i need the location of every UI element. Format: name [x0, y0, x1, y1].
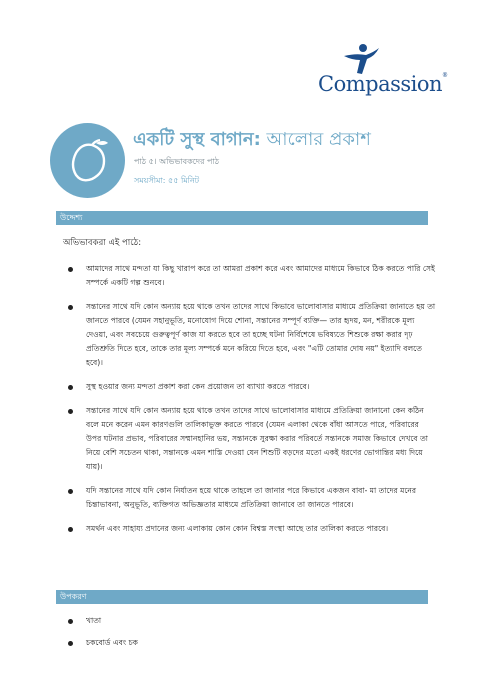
list-item: [68, 614, 368, 628]
lesson-icon-circle: [50, 123, 125, 198]
bullet-icon: [68, 641, 73, 646]
mango-icon: [62, 135, 114, 187]
list-item: [68, 262, 436, 290]
list-item-text: যদি সন্তানের সাথে যদি কোন নির্যাতন হয়ে থাকে তাহলে তা জানার পরে কিভাবে একজন বাবা- মা তাদের মনের চিন্তাভাবনা, অনুভূতি, ব্যক্তিগত অভিজ্ঞতার মাধ্যমে প্রতিক্রিয়া জানাবে তা জানতে পারবে।: [86, 486, 417, 509]
objective-heading-bar: [56, 211, 428, 225]
list-item: [68, 636, 368, 650]
lesson-duration: সময়সীমা: ৫৫ মিনিট: [134, 176, 200, 185]
list-item: [68, 300, 436, 370]
list-item-text: খাতা: [86, 616, 102, 625]
bullet-icon: [68, 409, 73, 414]
bullet-icon: [68, 267, 73, 272]
objective-list: [68, 262, 436, 536]
compassion-figure-icon: [340, 42, 380, 76]
bullet-icon: [68, 305, 73, 310]
lesson-subtitle: পাঠ ৫। অভিভাবকদের পাঠ: [134, 157, 220, 166]
title-bold: একটি সুস্থ বাগান:: [133, 129, 261, 150]
materials-heading: উপকরণ: [60, 592, 87, 601]
list-item-text: সন্তানের সাথে যদি কোন অন্যায় হয়ে থাকে তখন তাদের সাথে ভালোবাসার মাধ্যমে প্রতিক্রিয়া জানানো কেন কঠিন বলে মনে করেন এমন কারণগুলি তালিকাভুক্ত করতে পারবে (যেমন এলাকা থেকে বাঁধা আসতে পারে, পরিবারের উপর ঘটনার প্রভাব, পরিবারের সম্মানহানির ভয়, সন্তানকে সুরক্ষা করার পরিবর্তে সন্তানকে সমাজ কিভাবে দেখবে তা নিয়ে বেশি সচেতন থাকা, সন্তানকে এমন শাস্তি দেওয়া যেন শিশুটি বড়দের মতো একই ধরণের ভোগান্তির মধ্য দিয়ে যায়)।: [86, 406, 428, 471]
bullet-icon: [68, 385, 73, 390]
list-item: [68, 404, 436, 474]
list-item: [68, 380, 436, 394]
list-item: [68, 484, 436, 512]
materials-heading-bar: [56, 590, 428, 604]
bullet-icon: [68, 619, 73, 624]
bullet-icon: [68, 489, 73, 494]
materials-list: [68, 614, 368, 650]
title-light: আলোর প্রকাশ: [260, 129, 371, 150]
page-title: [133, 125, 371, 156]
list-item-text: সুস্থ হওয়ার জন্য মন্দতা প্রকাশ করা কেন প্রয়োজন তা ব্যাখ্যা করতে পারবে।: [86, 382, 310, 391]
list-item-text: সন্তানের সাথে যদি কোন অন্যায় হয়ে থাকে তখন তাদের সাথে কিভাবে ভালোবাসার মাধ্যমে প্রতিক্রিয়া জানাতে হয় তা জানতে পারবে (যেমন সহানুভূতি, মনোযোগ দিয়ে শোনা, সন্তানের সম্পূর্ণ ব্যক্তি— তার হৃদয়, মন, শরীরকে মূল্য দেওয়া, এবং সবচেয়ে গুরুত্বপূর্ণ কাজ যা করতে হবে তা হচ্ছে ঘটনা নির্বিশেষে ভবিষ্যতে শিশুকে রক্ষা করার দৃঢ় প্রতিশ্রুতি দিতে হবে, তাকে তার মূল্য সম্পর্কে মনে করিয়ে দিতে হবে, এবং "এটি তোমার দোষ নয়" ইত্যাদি বলতে হবে)।: [86, 302, 436, 367]
list-item-text: সমর্থন এবং সাহায্য প্রদানের জন্য এলাকায় কোন কোন বিশ্বস্ত সংস্থা আছে তার তালিকা করতে পারবে।: [86, 524, 389, 533]
list-item-text: চকবোর্ড এবং চক: [86, 638, 138, 647]
objective-heading: উদ্দেশ্য: [60, 213, 83, 222]
list-item: [68, 522, 436, 536]
logo-wordmark: Compassion®: [318, 72, 448, 96]
bullet-icon: [68, 527, 73, 532]
list-item-text: আমাদের সাথে মন্দতা যা কিছু খারাপ করে তা আমরা প্রকাশ করে এবং আমাদের মাধ্যমে কিভাবে ঠিক করতে পারি সেই সম্পর্কে একটি গল্প শুনবে।: [86, 264, 435, 287]
objective-intro: অভিভাবকরা এই পাঠে:: [63, 238, 142, 248]
compassion-logo: [318, 42, 448, 98]
